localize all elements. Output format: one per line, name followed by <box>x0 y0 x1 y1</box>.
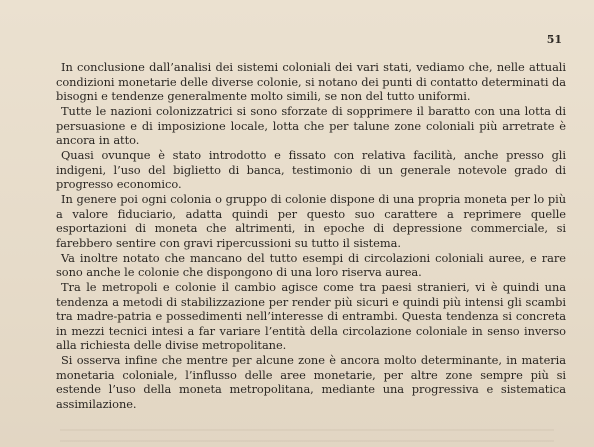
page-number: 51 <box>546 33 562 46</box>
paragraph-4: In genere poi ogni colonia o gruppo di colonie dispone di una propria moneta per lo più a valore fiduciario, adatta quindi per questo suo carattere a reprimere quelle esportazioni di moneta che altrimenti, in epoche di depressione commerciale, si farebbero sentire con gravi ripercussioni su tutto il sistema. <box>56 191 566 250</box>
paragraph-5: Va inoltre notato che mancano del tutto esempi di circolazioni coloniali auree, e rare sono anche le colonie che dispongono di una loro riserva aurea. <box>56 250 566 280</box>
paragraph-2: Tutte le nazioni colonizzatrici si sono sforzate di sopprimere il baratto con una lotta di persuasione e di imposizione locale, lotta che per talune zone coloniali più arretrate è ancora in atto. <box>56 103 566 148</box>
paragraph-1: In conclusione dall’analisi dei sistemi coloniali dei vari stati, vediamo che, nelle attuali condizioni monetarie delle diverse colonie, si notano dei punti di contatto determinati da bisogni e tendenze generalmente molto simili, se non del tutto uniformi. <box>56 60 566 104</box>
body-text <box>56 60 566 412</box>
bleed-through-texture <box>60 429 554 447</box>
paragraph-7: Si osserva infine che mentre per alcune zone è ancora molto determinante, in materia monetaria coloniale, l’influsso delle aree monetarie, per altre zone sempre più si estende l’uso della moneta metropolitana, mediante una progressiva e sistematica assimilazione. <box>56 353 566 412</box>
paragraph-3: Quasi ovunque è stato introdotto e fissato con relativa facilità, anche presso gli indigeni, l’uso del biglietto di banca, testimonio di un generale notevole grado di progresso economico. <box>56 147 566 192</box>
paragraph-6: Tra le metropoli e colonie il cambio agisce come tra paesi stranieri, vi è quindi una tendenza a metodi di stabilizzazione per render più sicuri e quindi più intensi gli scambi tra madre-patria e possedimenti nell’interesse di entrambi. Questa tendenza si concreta in mezzi tecnici intesi a far variare l’entità della circolazione coloniale in senso inverso alla richiesta delle divise metropolitane. <box>56 279 566 353</box>
